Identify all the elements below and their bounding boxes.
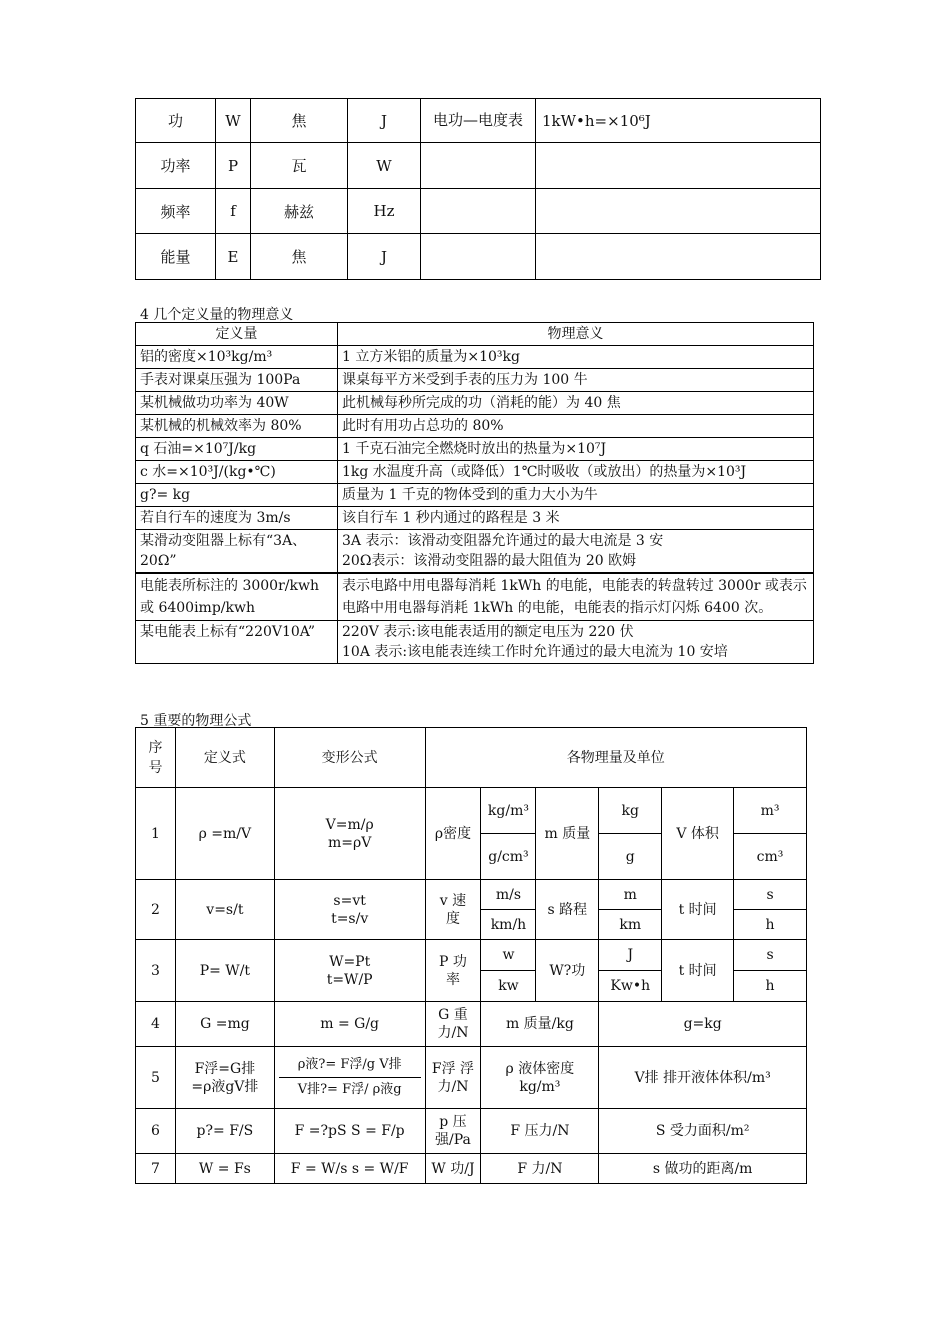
unit: s bbox=[734, 880, 807, 910]
quantity-name: 能量 bbox=[136, 234, 216, 280]
def-quantity: c 水=×10³J/(kg•℃) bbox=[136, 461, 338, 484]
table-header-row bbox=[136, 728, 807, 788]
def-quantity: 某机械做功功率为 40W bbox=[136, 392, 338, 415]
header-quantity: 定义量 bbox=[136, 323, 338, 346]
table-row bbox=[136, 392, 814, 415]
var-line: V=m/ρ bbox=[325, 816, 374, 833]
var-formula bbox=[274, 788, 425, 880]
conversion bbox=[536, 143, 821, 189]
def-quantity: 铝的密度×10³kg/m³ bbox=[136, 346, 338, 369]
unit: h bbox=[734, 971, 807, 1002]
table-row bbox=[136, 484, 814, 507]
quantity: ρ 液体密度 kg/m³ bbox=[481, 1047, 599, 1109]
unit: kg/m³ bbox=[481, 788, 536, 834]
var-line: s=vt bbox=[333, 892, 366, 909]
var-line: W=Pt bbox=[329, 953, 371, 970]
def-meaning: 表示电路中用电器每消耗 1kWh 的电能，电能表的转盘转过 3000r 或表示电路中用电器每消耗 1kWh 的电能，电能表的指示灯闪烁 6400 次。 bbox=[338, 573, 814, 621]
unit: J bbox=[599, 940, 662, 971]
quantity-name: 功 bbox=[136, 99, 216, 143]
row-no: 6 bbox=[136, 1109, 176, 1154]
formula-table bbox=[135, 727, 807, 1184]
table-row bbox=[136, 530, 814, 574]
table-row bbox=[136, 234, 821, 280]
unit-name: 瓦 bbox=[251, 143, 348, 189]
var-line: V排?= F浮/ ρ液g bbox=[297, 1082, 402, 1097]
quantity: P 功率 bbox=[425, 940, 481, 1002]
quantity: S 受力面积/m² bbox=[599, 1109, 807, 1154]
row-no: 1 bbox=[136, 788, 176, 880]
table-row bbox=[136, 788, 807, 834]
def-formula bbox=[175, 1047, 274, 1109]
unit-symbol: W bbox=[348, 143, 421, 189]
table-row bbox=[136, 621, 814, 664]
quantity: s 路程 bbox=[536, 880, 599, 940]
def-meaning: 220V 表示:该电能表适用的额定电压为 220 伏 10A 表示:该电能表连续工作时允许通过的最大电流为 10 安培 bbox=[338, 621, 814, 664]
var-formula bbox=[274, 1047, 425, 1109]
table-row bbox=[136, 1154, 807, 1184]
unit-symbol: Hz bbox=[348, 189, 421, 234]
row-no: 3 bbox=[136, 940, 176, 1002]
conversion bbox=[536, 189, 821, 234]
row-no: 2 bbox=[136, 880, 176, 940]
header-no: 序号 bbox=[136, 728, 176, 788]
table-row bbox=[136, 940, 807, 971]
unit: kg bbox=[599, 788, 662, 834]
unit: Kw•h bbox=[599, 971, 662, 1002]
meter bbox=[421, 143, 536, 189]
def-quantity: q 石油=×10⁷J/kg bbox=[136, 438, 338, 461]
quantity: t 时间 bbox=[662, 940, 734, 1002]
table-row bbox=[136, 1002, 807, 1047]
var-line: m=ρV bbox=[327, 834, 372, 851]
header-units: 各物理量及单位 bbox=[425, 728, 807, 788]
def-meaning: 1 立方米铝的质量为×10³kg bbox=[338, 346, 814, 369]
def-line: =ρ液gV排 bbox=[191, 1078, 259, 1095]
def-meaning: 3A 表示：该滑动变阻器允许通过的最大电流是 3 安 20Ω表示：该滑动变阻器的最大阻值为 20 欧姆 bbox=[338, 530, 814, 574]
unit: kw bbox=[481, 971, 536, 1002]
table-row bbox=[136, 1047, 807, 1109]
quantity-symbol: E bbox=[216, 234, 251, 280]
unit: g/cm³ bbox=[481, 834, 536, 880]
section4-title: 4 几个定义量的物理意义 bbox=[140, 307, 294, 323]
def-formula: p?= F/S bbox=[175, 1109, 274, 1154]
definitions-table bbox=[135, 322, 814, 664]
quantity: V排 排开液体体积/m³ bbox=[599, 1047, 807, 1109]
var-formula: m = G/g bbox=[274, 1002, 425, 1047]
table-row bbox=[136, 573, 814, 621]
def-meaning: 该自行车 1 秒内通过的路程是 3 米 bbox=[338, 507, 814, 530]
conversion: 1kW•h=×10⁶J bbox=[536, 99, 821, 143]
table-header-row bbox=[136, 323, 814, 346]
unit: h bbox=[734, 910, 807, 940]
quantity: F浮 浮力/N bbox=[425, 1047, 481, 1109]
header-meaning: 物理意义 bbox=[338, 323, 814, 346]
unit-name: 赫兹 bbox=[251, 189, 348, 234]
quantity: W 功/J bbox=[425, 1154, 481, 1184]
quantity-symbol: P bbox=[216, 143, 251, 189]
quantity: g=kg bbox=[599, 1002, 807, 1047]
table-row bbox=[136, 880, 807, 910]
def-meaning: 质量为 1 千克的物体受到的重力大小为牛 bbox=[338, 484, 814, 507]
def-formula: W = Fs bbox=[175, 1154, 274, 1184]
def-formula: ρ =m/V bbox=[175, 788, 274, 880]
def-quantity: 手表对课桌压强为 100Pa bbox=[136, 369, 338, 392]
quantity: m 质量/kg bbox=[481, 1002, 599, 1047]
header-def: 定义式 bbox=[175, 728, 274, 788]
quantity: v 速度 bbox=[425, 880, 481, 940]
meter bbox=[421, 234, 536, 280]
unit: m/s bbox=[481, 880, 536, 910]
unit: w bbox=[481, 940, 536, 971]
var-line: t=s/v bbox=[331, 910, 369, 927]
table-row bbox=[136, 415, 814, 438]
var-formula bbox=[274, 940, 425, 1002]
row-no: 4 bbox=[136, 1002, 176, 1047]
def-line: F浮=G排 bbox=[194, 1060, 256, 1077]
quantity-name: 频率 bbox=[136, 189, 216, 234]
header-var: 变形公式 bbox=[274, 728, 425, 788]
unit-name: 焦 bbox=[251, 234, 348, 280]
quantity-name: 功率 bbox=[136, 143, 216, 189]
def-quantity: 某机械的机械效率为 80% bbox=[136, 415, 338, 438]
def-quantity: 某滑动变阻器上标有“3A、20Ω” bbox=[136, 530, 338, 574]
unit-symbol: J bbox=[348, 99, 421, 143]
quantity: F 力/N bbox=[481, 1154, 599, 1184]
def-quantity: 电能表所标注的 3000r/kwh 或 6400imp/kwh bbox=[136, 573, 338, 621]
unit: s bbox=[734, 940, 807, 971]
quantity: G 重力/N bbox=[425, 1002, 481, 1047]
def-meaning: 1kg 水温度升高（或降低）1℃时吸收（或放出）的热量为×10³J bbox=[338, 461, 814, 484]
unit: cm³ bbox=[734, 834, 807, 880]
row-no: 5 bbox=[136, 1047, 176, 1109]
def-meaning: 1 千克石油完全燃烧时放出的热量为×10⁷J bbox=[338, 438, 814, 461]
var-line: t=W/P bbox=[326, 971, 373, 988]
quantity: ρ密度 bbox=[425, 788, 481, 880]
quantity: F 压力/N bbox=[481, 1109, 599, 1154]
quantity-symbol: f bbox=[216, 189, 251, 234]
def-meaning: 课桌每平方米受到手表的压力为 100 牛 bbox=[338, 369, 814, 392]
quantity-symbol: W bbox=[216, 99, 251, 143]
table-row bbox=[136, 1109, 807, 1154]
def-formula: P= W/t bbox=[175, 940, 274, 1002]
unit: km/h bbox=[481, 910, 536, 940]
def-quantity: 某电能表上标有“220V10A” bbox=[136, 621, 338, 664]
table-row bbox=[136, 189, 821, 234]
quantity: m 质量 bbox=[536, 788, 599, 880]
unit: g bbox=[599, 834, 662, 880]
unit-symbol: J bbox=[348, 234, 421, 280]
table-row bbox=[136, 461, 814, 484]
def-formula: v=s/t bbox=[175, 880, 274, 940]
table-row bbox=[136, 507, 814, 530]
quantity: p 压强/Pa bbox=[425, 1109, 481, 1154]
table-row bbox=[136, 438, 814, 461]
def-quantity: g?= kg bbox=[136, 484, 338, 507]
table-row bbox=[136, 346, 814, 369]
table-row bbox=[136, 369, 814, 392]
meter bbox=[421, 189, 536, 234]
unit-name: 焦 bbox=[251, 99, 348, 143]
var-line: ρ液?= F浮/g V排 bbox=[279, 1056, 421, 1078]
def-formula: G =mg bbox=[175, 1002, 274, 1047]
quantity: t 时间 bbox=[662, 880, 734, 940]
table-row bbox=[136, 143, 821, 189]
quantity: W?功 bbox=[536, 940, 599, 1002]
row-no: 7 bbox=[136, 1154, 176, 1184]
units-table bbox=[135, 98, 821, 280]
unit: m³ bbox=[734, 788, 807, 834]
quantity: s 做功的距离/m bbox=[599, 1154, 807, 1184]
quantity: V 体积 bbox=[662, 788, 734, 880]
table-row bbox=[136, 99, 821, 143]
var-formula: F =?pS S = F/p bbox=[274, 1109, 425, 1154]
conversion bbox=[536, 234, 821, 280]
section5-title: 5 重要的物理公式 bbox=[140, 713, 252, 729]
unit: m bbox=[599, 880, 662, 910]
def-quantity: 若自行车的速度为 3m/s bbox=[136, 507, 338, 530]
meter: 电功—电度表 bbox=[421, 99, 536, 143]
unit: km bbox=[599, 910, 662, 940]
def-meaning: 此时有用功占总功的 80% bbox=[338, 415, 814, 438]
var-formula: F = W/s s = W/F bbox=[274, 1154, 425, 1184]
var-formula bbox=[274, 880, 425, 940]
def-meaning: 此机械每秒所完成的功（消耗的能）为 40 焦 bbox=[338, 392, 814, 415]
